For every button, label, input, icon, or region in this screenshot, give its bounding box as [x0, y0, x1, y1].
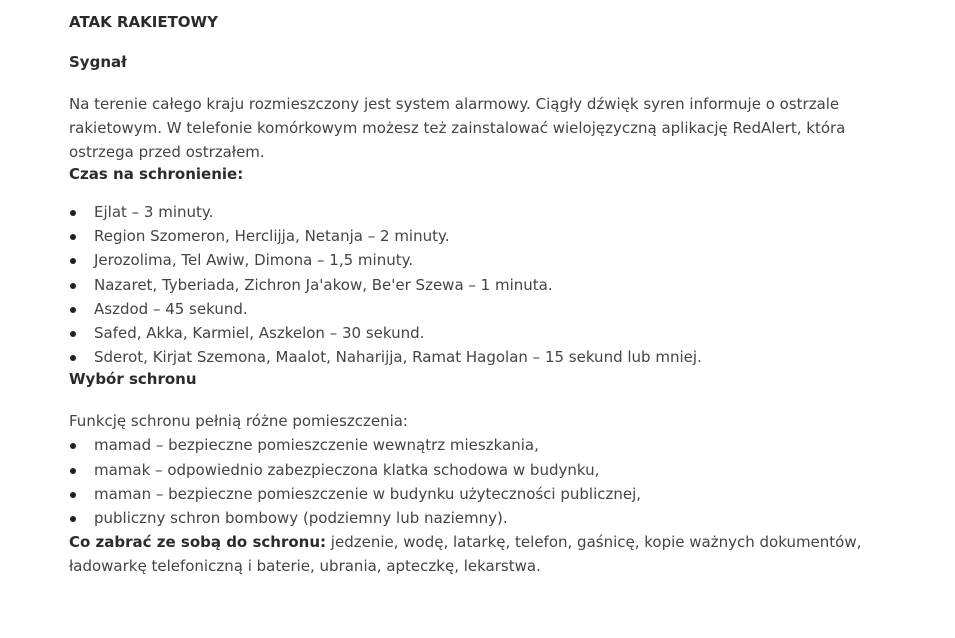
list-item-text: Sderot, Kirjat Szemona, Maalot, Naharijja, Ramat Hagolan – 15 sekund lub mniej. [94, 348, 702, 367]
time-to-shelter-heading: Czas na schronienie: [69, 165, 244, 183]
list-item-text: publiczny schron bombowy (podziemny lub naziemny). [94, 509, 508, 528]
list-item [69, 506, 869, 530]
bullet-icon [70, 443, 76, 449]
list-item-text: Ejlat – 3 minuty. [94, 203, 214, 221]
list-item [69, 297, 869, 321]
shelter-choice-intro: Funkcję schronu pełnią różne pomieszczenia: [69, 412, 408, 431]
bullet-icon [70, 516, 76, 522]
list-item-text: Nazaret, Tyberiada, Zichron Ja'akow, Be'er Szewa – 1 minuta. [94, 275, 553, 294]
list-item-text: Aszdod – 45 sekund. [94, 299, 248, 318]
list-item [69, 200, 869, 224]
signal-heading: Sygnał [69, 53, 127, 71]
list-item [69, 345, 869, 369]
list-item-text: Jerozolima, Tel Awiw, Dimona – 1,5 minuty. [94, 251, 414, 270]
list-item [69, 321, 869, 345]
signal-paragraph: Na terenie całego kraju rozmieszczony jest system alarmowy. Ciągły dźwięk syren informuje o ostrzale rakietowym. W telefonie komórkowym możesz też zainstalować wielojęzyczną aplikację RedAlert, która ostrzega przed ostrzałem. [69, 95, 846, 161]
shelter-choice-heading: Wybór schronu [69, 370, 197, 389]
list-item-text: mamak – odpowiednio zabezpieczona klatka schodowa w budynku, [94, 460, 600, 479]
list-item-text: Region Szomeron, Herclijja, Netanja – 2 minuty. [94, 227, 450, 246]
what-to-bring-paragraph [69, 530, 869, 578]
bullet-icon [70, 331, 76, 337]
list-item [69, 273, 869, 297]
list-item [69, 248, 869, 272]
shelter-types-list [69, 433, 869, 530]
list-item-text: mamad – bezpieczne pomieszczenie wewnątrz mieszkania, [94, 436, 539, 455]
what-to-bring-label: Co zabrać ze sobą do schronu: [69, 533, 327, 552]
list-item [69, 224, 869, 248]
list-item [69, 458, 869, 482]
bullet-icon [70, 283, 76, 289]
list-item-text: Safed, Akka, Karmiel, Aszkelon – 30 sekund. [94, 324, 425, 343]
list-item-text: maman – bezpieczne pomieszczenie w budynku użyteczności publicznej, [94, 484, 642, 503]
bullet-icon [70, 210, 76, 216]
list-item [69, 433, 869, 457]
list-item [69, 482, 869, 506]
bullet-icon [70, 468, 76, 474]
bullet-icon [70, 258, 76, 264]
bullet-icon [70, 307, 76, 313]
bullet-icon [70, 492, 76, 498]
bullet-icon [70, 234, 76, 240]
bullet-icon [70, 355, 76, 361]
section-title: ATAK RAKIETOWY [69, 13, 218, 31]
article-content [69, 12, 869, 578]
what-to-bring-text: jedzenie, wodę, latarkę, telefon, gaśnicę, kopie ważnych dokumentów, ładowarkę telefoniczną i baterie, ubrania, apteczkę, lekarstwa. [69, 533, 862, 576]
time-to-shelter-list [69, 200, 869, 369]
